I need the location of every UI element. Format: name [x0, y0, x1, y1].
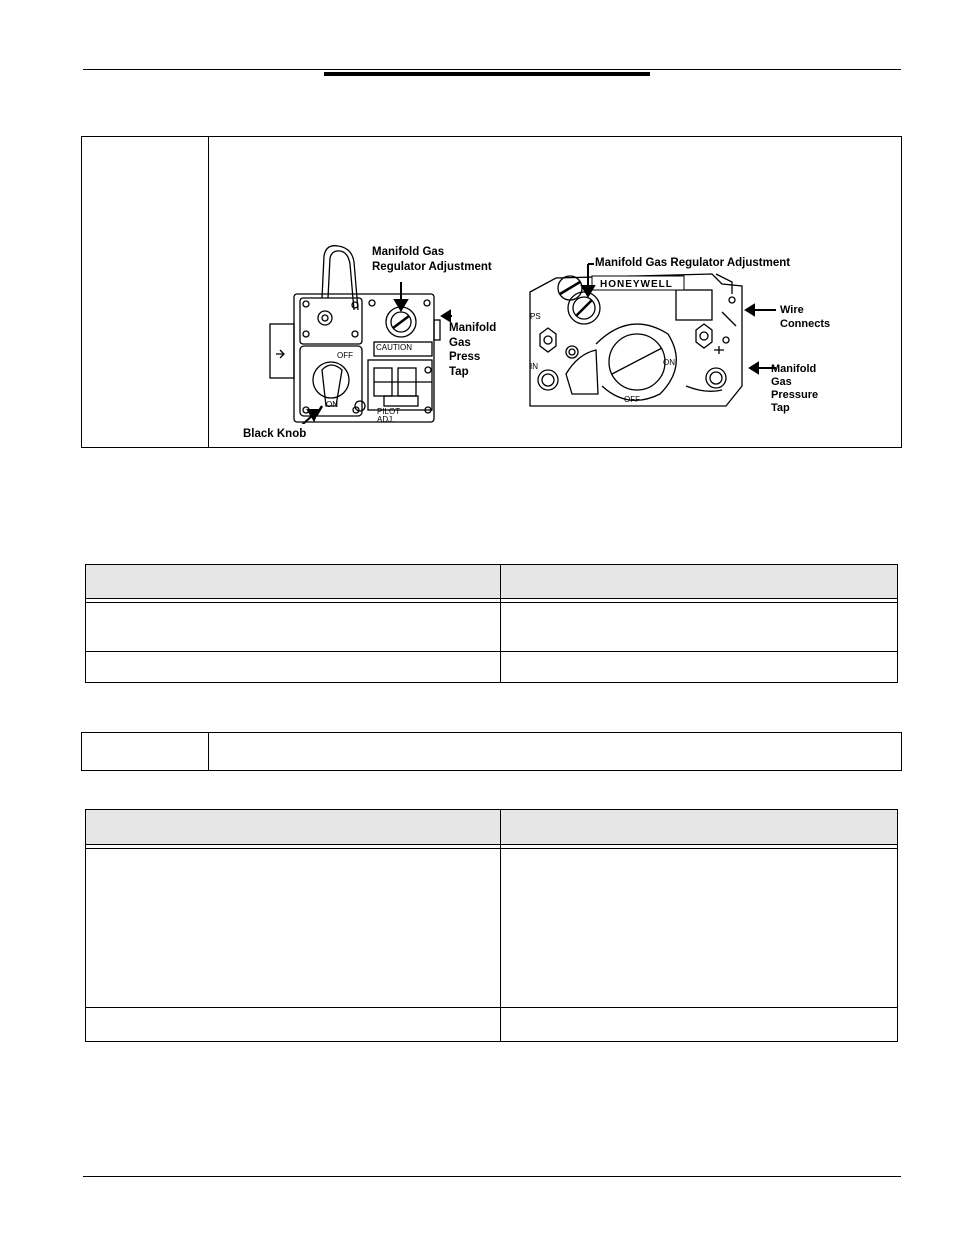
left-press-tap-label-3: Press	[449, 351, 481, 363]
left-regulator-label-1: Manifold Gas	[372, 246, 445, 258]
left-on-label: ON	[326, 400, 338, 409]
right-in-label: IN	[530, 362, 538, 371]
right-off-label: OFF	[624, 395, 640, 404]
left-pilot-label-1: PILOT	[377, 407, 401, 416]
right-ps-label: PS	[530, 312, 541, 321]
table-2-row-rule	[85, 1007, 898, 1008]
wire-connects-label-1: Wire	[780, 304, 804, 316]
left-press-tap-label-2: Gas	[449, 337, 471, 349]
table-1-column-divider	[500, 564, 501, 683]
left-press-tap-label-1: Manifold	[449, 322, 497, 334]
table-2-header-rule-b	[85, 848, 898, 849]
table-1-row-rule	[85, 651, 898, 652]
right-pressure-tap-label-3: Pressure	[771, 389, 819, 401]
left-caution-label: CAUTION	[376, 343, 412, 352]
wire-connects-label-2: Connects	[780, 318, 831, 330]
right-regulator-label: Manifold Gas Regulator Adjustment	[595, 257, 791, 269]
table-1-header-row	[86, 565, 897, 598]
right-on-label: ON	[663, 358, 675, 367]
table-1-header-rule-a	[85, 598, 898, 599]
table-1-header-rule-b	[85, 602, 898, 603]
right-pressure-tap-label-4: Tap	[771, 402, 790, 414]
note-box-divider	[208, 732, 209, 771]
footer-rule	[83, 1176, 901, 1177]
title-rule	[324, 72, 650, 76]
right-pressure-tap-label-2: Gas	[771, 376, 792, 388]
black-knob-label: Black Knob	[243, 428, 307, 440]
table-2-header-rule-a	[85, 844, 898, 845]
figure-box-divider	[208, 136, 209, 448]
left-pilot-label-2: ADJ.	[377, 415, 395, 424]
right-gas-valve-illustration	[526, 254, 776, 414]
right-pressure-tap-label-1: Manifold	[771, 363, 817, 375]
note-box	[81, 732, 902, 771]
left-regulator-label-2: Regulator Adjustment	[372, 261, 492, 273]
left-off-label: OFF	[337, 351, 353, 360]
honeywell-brand-label: HONEYWELL	[600, 279, 673, 290]
left-press-tap-label-4: Tap	[449, 366, 469, 378]
table-2-column-divider	[500, 809, 501, 1042]
header-rule	[83, 69, 901, 70]
table-2-header-row	[86, 810, 897, 844]
